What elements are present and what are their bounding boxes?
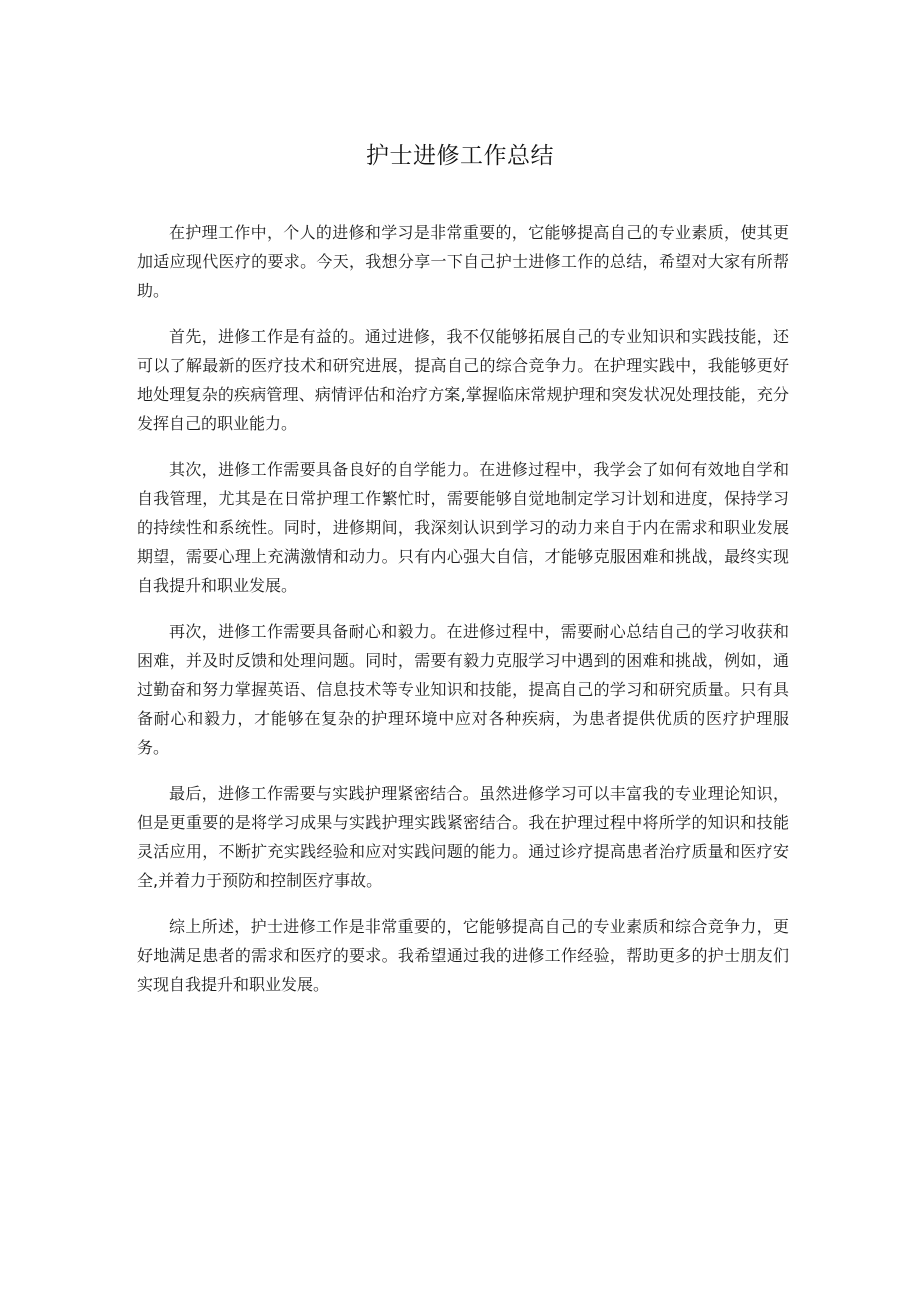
paragraph-second: 其次，进修工作需要具备良好的自学能力。在进修过程中，我学会了如何有效地自学和自我管理，尤其是在日常护理工作繁忙时，需要能够自觉地制定学习计划和进度，保持学习的持续性和系统性。同时，进修期间，我深刻认识到学习的动力来自于内在需求和职业发展期望，需要心理上充满激情和动力。只有内心强大自信，才能够克服困难和挑战，最终实现自我提升和职业发展。 [137, 460, 789, 595]
paragraph-first: 首先，进修工作是有益的。通过进修，我不仅能够拓展自己的专业知识和实践技能，还可以了解最新的医疗技术和研究进展，提高自己的综合竞争力。在护理实践中，我能够更好地处理复杂的疾病管理、病情评估和治疗方案,掌握临床常规护理和突发状况处理技能，充分发挥自己的职业能力。 [137, 327, 789, 433]
paragraph-conclusion: 综上所述，护士进修工作是非常重要的，它能够提高自己的专业素质和综合竞争力，更好地满足患者的需求和医疗的要求。我希望通过我的进修工作经验，帮助更多的护士朋友们实现自我提升和职业发展。 [137, 917, 789, 994]
paragraph-intro: 在护理工作中，个人的进修和学习是非常重要的，它能够提高自己的专业素质，使其更加适应现代医疗的要求。今天，我想分享一下自己护士进修工作的总结，希望对大家有所帮助。 [137, 223, 789, 300]
paragraph-last: 最后，进修工作需要与实践护理紧密结合。虽然进修学习可以丰富我的专业理论知识，但是更重要的是将学习成果与实践护理实践紧密结合。我在护理过程中将所学的知识和技能灵活应用，不断扩充实践经验和应对实践问题的能力。通过诊疗提高患者治疗质量和医疗安全,并着力于预防和控制医疗事故。 [137, 784, 789, 890]
document-body [137, 218, 789, 1016]
paragraph-third: 再次，进修工作需要具备耐心和毅力。在进修过程中，需要耐心总结自己的学习收获和困难，并及时反馈和处理问题。同时，需要有毅力克服学习中遇到的困难和挑战，例如，通过勤奋和努力掌握英语、信息技术等专业知识和技能，提高自己的学习和研究质量。只有具备耐心和毅力，才能够在复杂的护理环境中应对各种疾病，为患者提供优质的医疗护理服务。 [137, 622, 789, 757]
document-title: 护士进修工作总结 [366, 143, 554, 169]
